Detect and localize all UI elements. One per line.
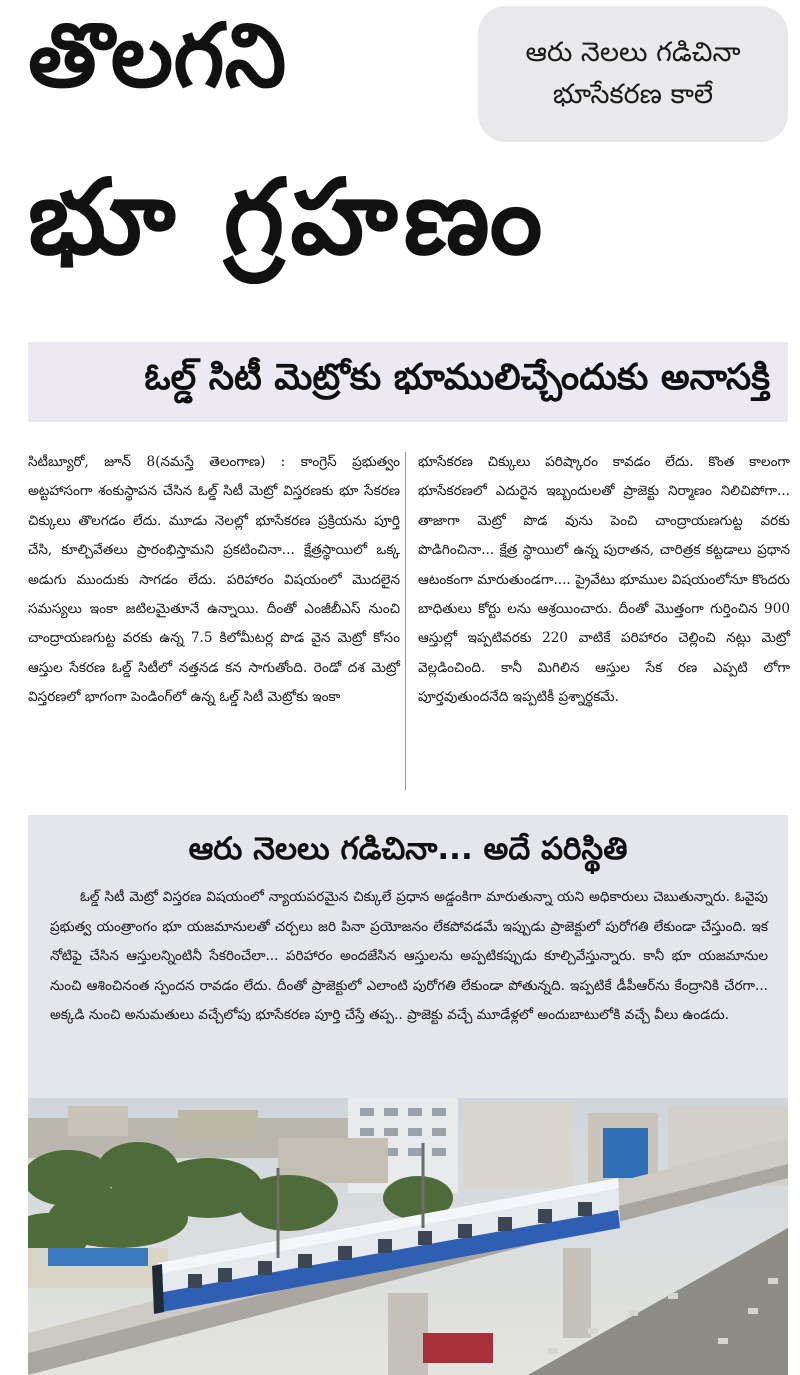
metro-train-photo [28,1098,788,1375]
column-divider [405,452,406,790]
article-column-left: సిటీబ్యూరో, జూన్‌ 8(నమస్తే తెలంగాణ) : కాంగ్రెస్‌ ప్రభుత్వం అట్టహాసంగా శంకుస్థాపన చేసిన ఓల్డ్‌ సిటీ మెట్రో విస్తరణకు భూ సేకరణ చిక్కులు తొలగడం లేదు. మూడు నెలల్లో భూసేకరణ ప్రక్రియను పూర్తి చేసి, కూల్చివేతలు ప్రారంభిస్తామని ప్రకటించినా... క్షేత్రస్థాయిలో ఒక్క అడుగు ముందుకు సాగడం లేదు. పరిహారం విషయంలో మొదలైన సమస్యలు ఇంకా జటిలమైతూనే ఉన్నాయి. దీంతో ఎంజీబీఎస్‌ నుంచి చాంద్రాయణగుట్ట వరకు ఉన్న 7.5 కిలోమీటర్ల పొడ వైన మెట్రో కోసం ఆస్తుల సేకరణ ఓల్డ్‌ సిటీలో నత్తనడ కన సాగుతోంది. రెండో దశ మెట్రో విస్తరణలో భాగంగా పెండింగ్‌లో ఉన్న ఓల్డ్‌ సిటీ మెట్రోకు ఇంకా [28,454,400,706]
headline-line-2: భూ గ్రహణం [28,156,549,278]
sidebar-box-title: ఆరు నెలలు గడిచినా... అదే పరిస్థితి [188,831,628,867]
kicker-line-1: ఆరు నెలలు గడిచినా [525,37,741,69]
headline-line-1: తొలగని [28,4,287,107]
article-column-right: భూసేకరణ చిక్కులు పరిష్కారం కావడం లేదు. కొంత కాలంగా భూసేకరణలో ఎదురైన ఇబ్బందులతో ప్రాజెక్టు నిర్మాణం నిలిచిపోగా... తాజాగా మెట్రో పొడ వును పెంచి చాంద్రాయణగుట్ట వరకు పొడిగించినా... క్షేత్ర స్థాయిలో ఉన్న పురాతన, చారిత్రక కట్టడాలు ప్రధాన ఆటంకంగా మారుతుండగా.... ప్రైవేటు భూముల విషయంలోనూ కొందరు బాధితులు కోర్టు లను ఆశ్రయించారు. దీంతో మొత్తంగా గుర్తించిన 900 ఆస్తుల్లో ఇప్పటివరకు 220 వాటికే పరిహారం చెల్లించి నట్లు మెట్రో వెల్లడించింది. కానీ మిగిలిన ఆస్తుల సేక రణ ఎప్పటి లోగా పూర్తవుతుందనేది ఇప్పటికీ ప్రశ్నార్థకమే. [418,454,790,706]
kicker-box [478,6,788,142]
kicker-line-2: భూసేకరణ కాలే [552,79,714,110]
sidebar-box-body: ఓల్డ్‌ సిటీ మెట్రో విస్తరణ విషయంలో న్యాయపరమైన చిక్కులే ప్రధాన అడ్డంకిగా మారుతున్నా యని అధికారులు చెబుతున్నారు. ఓవైపు ప్రభుత్వ యంత్రాంగం భూ యజమానులతో చర్చలు జరి పినా ప్రయోజనం లేకపోవడమే ఇప్పుడు ప్రాజెక్టులో పురోగతి లేకుండా చేస్తుంది. ఇక నోటిఫై చేసిన ఆస్తులన్నింటినీ సేకరించేలా... పరిహారం అందజేసిన ఆస్తులను అప్పటికప్పుడు కూల్చివేస్తున్నారు. కానీ భూ యజమానుల నుంచి ఆశించినంత స్పందన రావడం లేదు. దీంతో ప్రాజెక్టులో ఎలాంటి పురోగతి లేకుండా పోతున్నది. ఇప్పటికే డీపీఆర్‌ను కేంద్రానికి చేరగా... అక్కడి నుంచి అనుమతులు వచ్చేలోపు భూసేకరణ పూర్తి చేస్తే తప్ప.. ప్రాజెక్టు వచ్చే మూడేళ్లలో అందుబాటులోకి వచ్చే వీలు ఉండదు. [50,889,768,1024]
subheadline: ఓల్డ్‌ సిటీ మెట్రోకు భూములిచ్చేందుకు అనాసక్తి [28,342,788,422]
sidebar-box [28,815,788,1100]
